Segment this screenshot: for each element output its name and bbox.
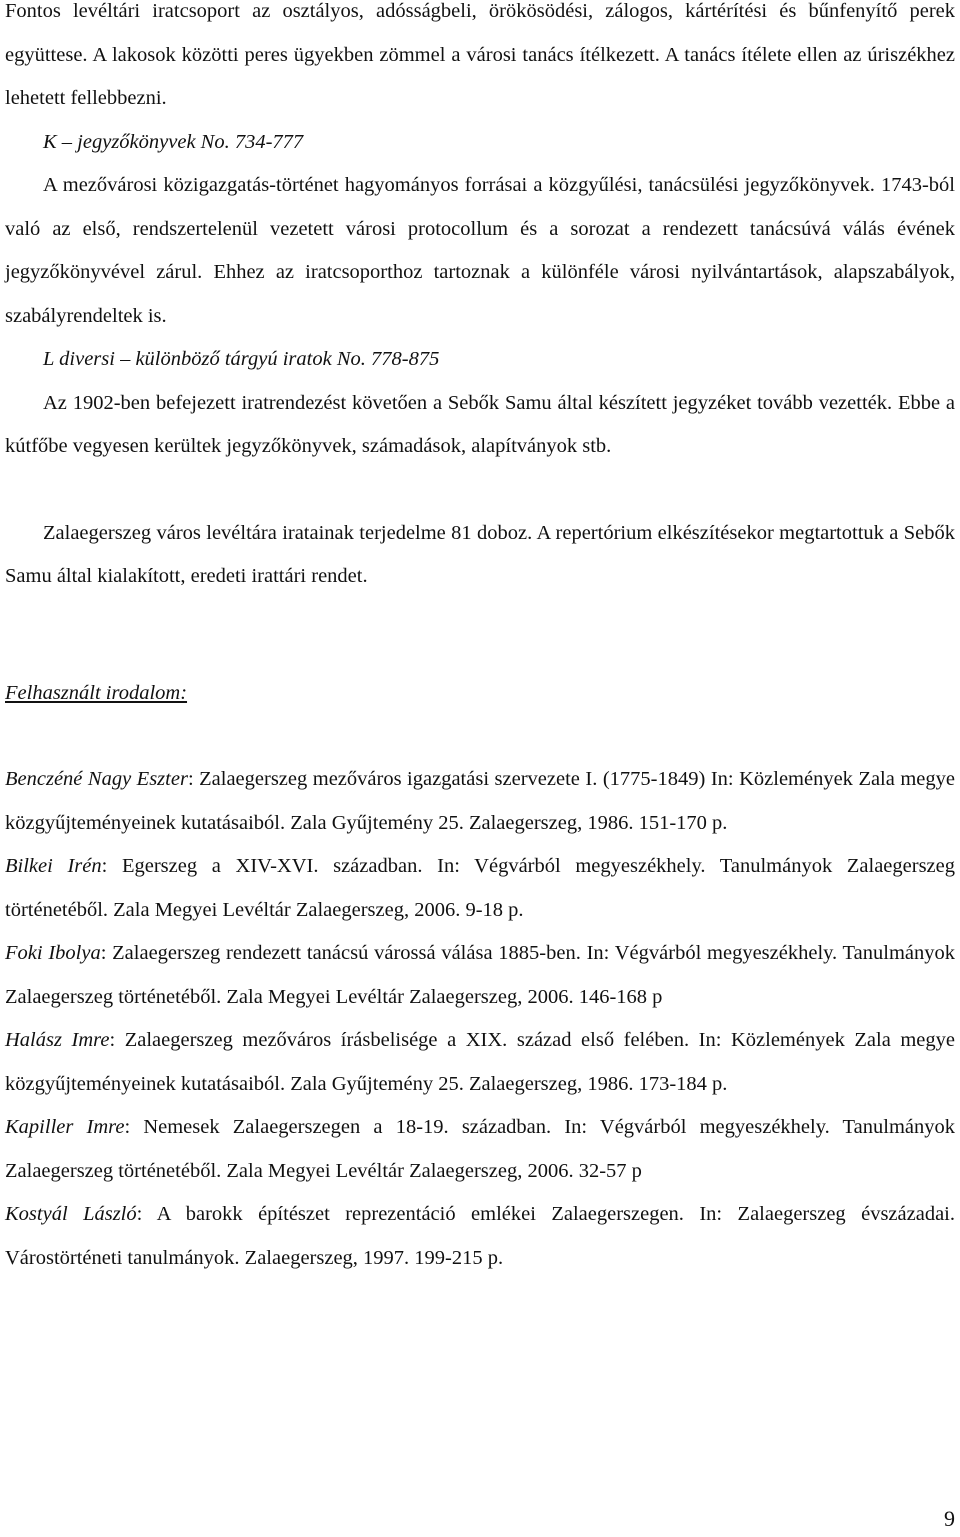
reference-item [5, 845, 955, 932]
reference-item [5, 1019, 955, 1106]
reference-text: : Zalaegerszeg mezőváros írásbelisége a XIX. század első felében. In: Közlemények Zala megye közgyűjteményeinek kutatásaiból. Zala Gyűjtemény 25. Zalaegerszeg, 1986. 173-184 p. [5, 1029, 955, 1095]
reference-text: : Nemesek Zalaegerszegen a 18-19. században. In: Végvárból megyeszékhely. Tanulmányok Zalaegerszeg történetéből. Zala Megyei Levéltár Zalaegerszeg, 2006. 32-57 p [5, 1116, 955, 1182]
reference-item [5, 1193, 955, 1280]
reference-text: : Zalaegerszeg rendezett tanácsú várossá válása 1885-ben. In: Végvárból megyeszékhely. Tanulmányok Zalaegerszeg történetéből. Zala Megyei Levéltár Zalaegerszeg, 2006. 146-168 p [5, 942, 955, 1008]
section-l-paragraph: Az 1902-ben befejezett iratrendezést követően a Sebők Samu által készített jegyzéket tovább vezették. Ebbe a kútfőbe vegyesen kerültek jegyzőkönyvek, számadások, alapítványok stb. [5, 391, 955, 457]
reference-item [5, 1106, 955, 1193]
section-l-heading: L diversi – különböző tárgyú iratok No. 778-875 [43, 348, 440, 370]
document-page [5, 0, 955, 1280]
literature-title: Felhasznált irodalom: [5, 681, 188, 704]
reference-item [5, 758, 955, 845]
reference-author: Foki Ibolya [5, 942, 101, 964]
page-number: 9 [944, 1506, 955, 1531]
reference-text: : A barokk építészet reprezentáció emlékei Zalaegerszegen. In: Zalaegerszeg évszázadai. Várostörténeti tanulmányok. Zalaegerszeg, 1997. 199-215 p. [5, 1203, 955, 1269]
summary-paragraph: Zalaegerszeg város levéltára iratainak terjedelme 81 doboz. A repertórium elkészítésekor megtartottuk a Sebők Samu által kialakított, eredeti irattári rendet. [5, 521, 955, 587]
reference-text: : Egerszeg a XIV-XVI. században. In: Végvárból megyeszékhely. Tanulmányok Zalaegerszeg történetéből. Zala Megyei Levéltár Zalaegerszeg, 2006. 9-18 p. [5, 855, 955, 921]
spacer [5, 599, 955, 672]
section-k-paragraph: A mezővárosi közigazgatás-történet hagyományos forrásai a közgyűlési, tanácsülési jegyzőkönyvek. 1743-ból való az első, rendszertelenül vezetett városi protocollum és a sorozat a rendezett tanácsúvá válás évének jegyzőkönyvével zárul. Ehhez az iratcsoporthoz tartoznak a különféle városi nyilvántartások, alapszabályok, szabályrendeltek is. [5, 174, 955, 327]
section-k-heading: K – jegyzőkönyvek No. 734-777 [43, 130, 304, 153]
reference-author: Halász Imre [5, 1029, 110, 1051]
reference-author: Bilkei Irén [5, 855, 102, 877]
intro-paragraph: Fontos levéltári iratcsoport az osztályos, adósságbeli, örökösödési, zálogos, kártérítési és bűnfenyítő perek együttese. A lakosok közötti peres ügyekben zömmel a városi tanács ítélkezett. A tanács ítélete ellen az úriszékhez lehetett fellebbezni. [5, 0, 955, 109]
reference-author: Kostyál László [5, 1203, 137, 1225]
spacer [5, 469, 955, 512]
reference-text: : Zalaegerszeg mezőváros igazgatási szervezete I. (1775-1849) In: Közlemények Zala megye közgyűjteményeinek kutatásaiból. Zala Gyűjtemény 25. Zalaegerszeg, 1986. 151-170 p. [5, 768, 956, 834]
reference-item [5, 932, 955, 1019]
reference-author: Benczéné Nagy Eszter [5, 768, 188, 790]
reference-author: Kapiller Imre [5, 1116, 125, 1138]
spacer [5, 715, 955, 758]
